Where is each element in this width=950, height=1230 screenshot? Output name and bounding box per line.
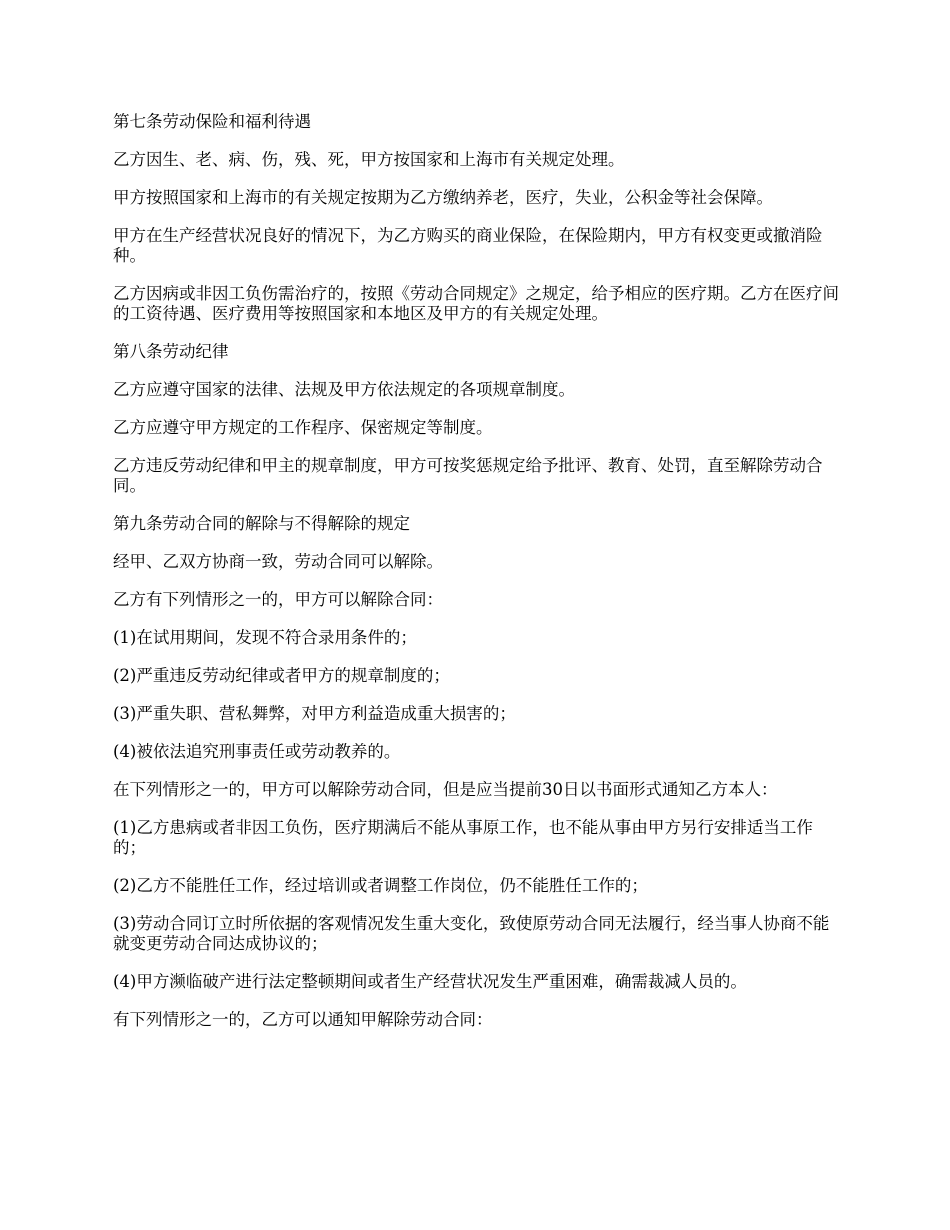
list-item: (1)在试用期间，发现不符合录用条件的； [113, 628, 417, 647]
paragraph: 甲方在生产经营状况良好的情况下，为乙方购买的商业保险，在保险期内，甲方有权变更或撤消险种。 [113, 226, 823, 265]
paragraph: 在下列情形之一的，甲方可以解除劳动合同，但是应当提前30日以书面形式通知乙方本人： [113, 780, 778, 799]
article-9-heading: 第九条劳动合同的解除与不得解除的规定 [113, 514, 410, 533]
paragraph: 乙方因生、老、病、伤，残、死，甲方按国家和上海市有关规定处理。 [113, 150, 625, 169]
paragraph: 甲方按照国家和上海市的有关规定按期为乙方缴纳养老，医疗，失业，公积金等社会保障。 [113, 188, 773, 207]
list-item: (2)乙方不能胜任工作，经过培训或者调整工作岗位，仍不能胜任工作的； [113, 876, 648, 895]
paragraph: 乙方应遵守甲方规定的工作程序、保密规定等制度。 [113, 418, 493, 437]
paragraph: 经甲、乙双方协商一致，劳动合同可以解除。 [113, 552, 443, 571]
list-item: (1)乙方患病或者非因工负伤，医疗期满后不能从事原工作，也不能从事由甲方另行安排适当工作的； [113, 818, 813, 857]
list-item: (4)被依法追究刑事责任或劳动教养的。 [113, 742, 401, 761]
document-body [113, 112, 845, 1048]
list-item: (2)严重违反劳动纪律或者甲方的规章制度的； [113, 666, 450, 685]
article-8-heading: 第八条劳动纪律 [113, 342, 229, 361]
paragraph: 乙方有下列情形之一的，甲方可以解除合同： [113, 590, 443, 609]
list-item: (4)甲方濒临破产进行法定整顿期间或者生产经营状况发生严重困难，确需裁减人员的。 [113, 972, 747, 991]
list-item: (3)劳动合同订立时所依据的客观情况发生重大变化，致使原劳动合同无法履行，经当事人协商不能就变更劳动合同达成协议的； [113, 914, 830, 953]
paragraph: 乙方因病或非因工负伤需治疗的，按照《劳动合同规定》之规定，给予相应的医疗期。乙方在医疗间的工资待遇、医疗费用等按照国家和本地区及甲方的有关规定处理。 [113, 284, 839, 323]
paragraph: 乙方应遵守国家的法律、法规及甲方依法规定的各项规章制度。 [113, 380, 575, 399]
list-item: (3)严重失职、营私舞弊，对甲方利益造成重大损害的； [113, 704, 516, 723]
paragraph: 有下列情形之一的，乙方可以通知甲解除劳动合同： [113, 1010, 493, 1029]
article-7-heading: 第七条劳动保险和福利待遇 [113, 112, 311, 131]
paragraph: 乙方违反劳动纪律和甲主的规章制度，甲方可按奖惩规定给予批评、教育、处罚，直至解除劳动合同。 [113, 456, 823, 495]
